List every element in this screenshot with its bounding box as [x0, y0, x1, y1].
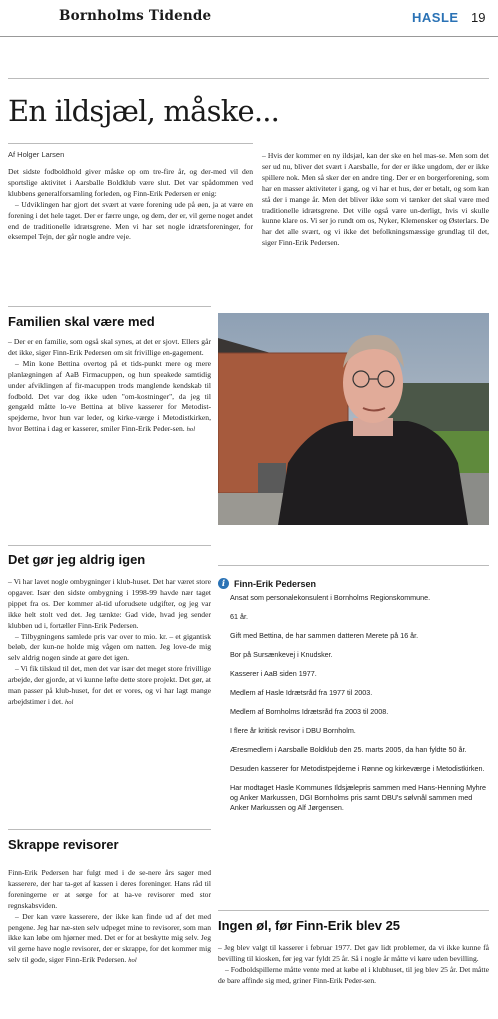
fact-item: Har modtaget Hasle Kommunes Ildsjælepris sammen med Hans-Henning Myhre og Anker Markussen, DGI Bornholms pris samt DBU's sølvnål sammen med Anker Markussen og Alf Jørgensen. [230, 783, 487, 812]
factbox-title [218, 578, 488, 589]
section-aldrig-body [8, 577, 211, 709]
masthead: Bornholms Tidende [59, 8, 212, 24]
section-rule [8, 545, 211, 546]
fact-item: Desuden kasserer for Metodistpejderne i Rønne og kirkeværge i Metodistkirken. [230, 764, 485, 773]
paragraph: – Vi fik tilskud til det, men det var især det meget store frivillige arbejde, der gjorde, at vi kunne løfte dette store projekt. Det gør, at man passer på klub-huset, for det er vores, og vi har lagt mange arbejdstimer i det. hol [8, 664, 211, 706]
intro-left-column [8, 167, 253, 243]
fact-item: Ansat som personalekonsulent i Bornholms Regionskommune. [230, 593, 431, 602]
fact-item: Medlem af Hasle Idrætsråd fra 1977 til 2003. [230, 688, 373, 697]
author-signature: hol [128, 957, 137, 965]
headline: En ildsjæl, måske... [8, 94, 280, 128]
headline-rule [8, 78, 489, 79]
fact-item: Medlem af Bornholms Idrætsråd fra 2003 til 2008. [230, 707, 389, 716]
section-revisorer-body [8, 868, 211, 967]
paragraph: – Tilbygningens samlede pris var over to mio. kr. – et gigantisk beløb, der kun-ne holde mig vågen om natten. Jeg love-de mig selv aldrig nogen sinde at gøre det igen. [8, 631, 211, 663]
byline: Af Holger Larsen [8, 150, 65, 159]
section-heading-revisorer: Skrappe revisorer [8, 837, 119, 852]
paragraph: Det sidste fodboldhold giver måske op om tre-fire år, og der-med vil den sportslige aktivitet i Aarsballe Boldklub være slut. Det var spådommen ved klubbens generalforsamling forleden, og Finn-Erik Pedersen er enig: [8, 167, 253, 198]
section-familien-body [8, 337, 211, 436]
portrait-photo [218, 313, 489, 525]
info-icon: i [218, 578, 229, 589]
section-heading-familien: Familien skal være med [8, 314, 155, 329]
paragraph: – Der er en familie, som også skal synes, at det er sjovt. Ellers går det ikke, siger Finn-Erik Pedersen om sit frivillige en-gagement. [8, 337, 211, 357]
paragraph: – Der kan være kasserere, der ikke kan finde ud af det med pengene. Jeg har næ-sten selv udpeget mine to revisorer, som man ikke kan løbe om hjørner med. Det er for at beskytte mig selv. Jeg vil gerne have nogle revisorer, der er skrappe, for det kommer mig selv til gode, siger Finn-Erik Pedersen. hol [8, 911, 211, 965]
paragraph: – Jeg blev valgt til kasserer i februar 1977. Det gav lidt problemer, da vi ikke kunne få bevilling til kiosken, før jeg var fyldt 25 år. Så i nogle år måtte vi køre uden bevilling. [218, 943, 489, 963]
author-signature: hol [186, 426, 196, 434]
fact-item: Kasserer i AaB siden 1977. [230, 669, 317, 678]
section-rule [218, 910, 489, 911]
byline-rule [8, 143, 253, 144]
photo-illustration [218, 313, 489, 525]
fact-item: Gift med Bettina, de har sammen datteren Merete på 16 år. [230, 631, 419, 640]
section-heading-ingen-ol: Ingen øl, før Finn-Erik blev 25 [218, 918, 401, 933]
factbox-list [218, 593, 488, 813]
page-number: 19 [471, 10, 486, 25]
paragraph: – Vi har lavet nogle ombygninger i klub-huset. Det har været store opgaver. Især den sidste ombygning i 1998-99 havde nær taget pippet fra os. Der kommer al-tid uforudsete udgifter, og jeg var ikke helt stolt ved det. Jeg tænkte: Gad vide, hvad jeg sender klubben ud i, fortæller Finn-Erik Pedersen. [8, 577, 211, 630]
factbox-title-text: Finn-Erik Pedersen [234, 578, 317, 589]
paragraph: – Udviklingen har gjort det svært at være forening ude på øen, ja at være en forening i det hele taget. Der er færre unge, og dem, der er, vil gerne noget andet end de traditionelle idrætsgrene. Men vi har set nogle idrætsforeninger, for eksempel Tejn, der går nogle andre veje. [8, 199, 253, 242]
section-label: HASLE [412, 10, 459, 25]
paragraph: – Hvis der kommer en ny ildsjæl, kan der ske en hel mas-se. Men som det ser ud nu, bliver det svært i Aarsballe, for der er ikke ungdom, der er ikke spillere nok. Men så sker der en andre ting. Der er en borgerforening, som har en masser aktiviteter i gang, og vi har et hus, der er betalt, og som kan stå der i mange år. Men det bliver ikke som vi tænker det skal være med traditionelle idrætsgrene. Det ville også være un-derligt, hvis vi skulle kunne klare os. Vi ser jo rundt om os, Nyker, Klemensker og Østerlars. De har det alle svært, og vi ikke det befolkningsmæssige grundlag til det, siger Finn-Erik Pedersen. [262, 151, 489, 248]
paragraph: – Fodboldspillerne måtte vente med at købe øl i klubhuset, til jeg blev 25 år. Det måtte de bare affinde sig med, griner Finn-Erik Peder-sen. [218, 964, 489, 985]
paragraph: – Min kone Bettina overtog på et tids-punkt mere og mere planlægningen af AaB Firmacuppen, og hun speakede samtidig under afviklingen af fir-macuppen trods manglende kendskab til fodbold. Det var dog ikke uden "om-kostninger", da jeg til gengæld måtte lo-ve Bettina at blive kasserer for Metodist-spejderne, hvor hun var leder, og kirke-værge i Metodistkirken, hvor Bettina i dag er kasserer, smiler Finn-Erik Peder-sen. hol [8, 358, 211, 434]
factbox-rule [218, 565, 489, 566]
section-rule [8, 306, 211, 307]
author-signature: hol [64, 698, 74, 706]
fact-item: Æresmedlem i Aarsballe Boldklub den 25. marts 2005, da han fyldte 50 år. [230, 745, 467, 754]
fact-item: 61 år. [230, 612, 248, 621]
factbox [218, 578, 488, 822]
section-heading-aldrig: Det gør jeg aldrig igen [8, 552, 146, 567]
section-ingen-ol-body [218, 943, 489, 987]
header-rule [0, 36, 498, 37]
intro-right-column [262, 151, 489, 249]
fact-item: I flere år kritisk revisor i DBU Bornholm. [230, 726, 356, 735]
section-rule [8, 829, 211, 830]
fact-item: Bor på Sursænkevej i Knudsker. [230, 650, 333, 659]
paragraph: Finn-Erik Pedersen har fulgt med i de se-nere års sager med kasserere, der har ta-get af kassen i deres foreninger. Hans råd til foreningerne er at sørge for at ha-ve revisorer med stor regnskabsviden. [8, 868, 211, 910]
